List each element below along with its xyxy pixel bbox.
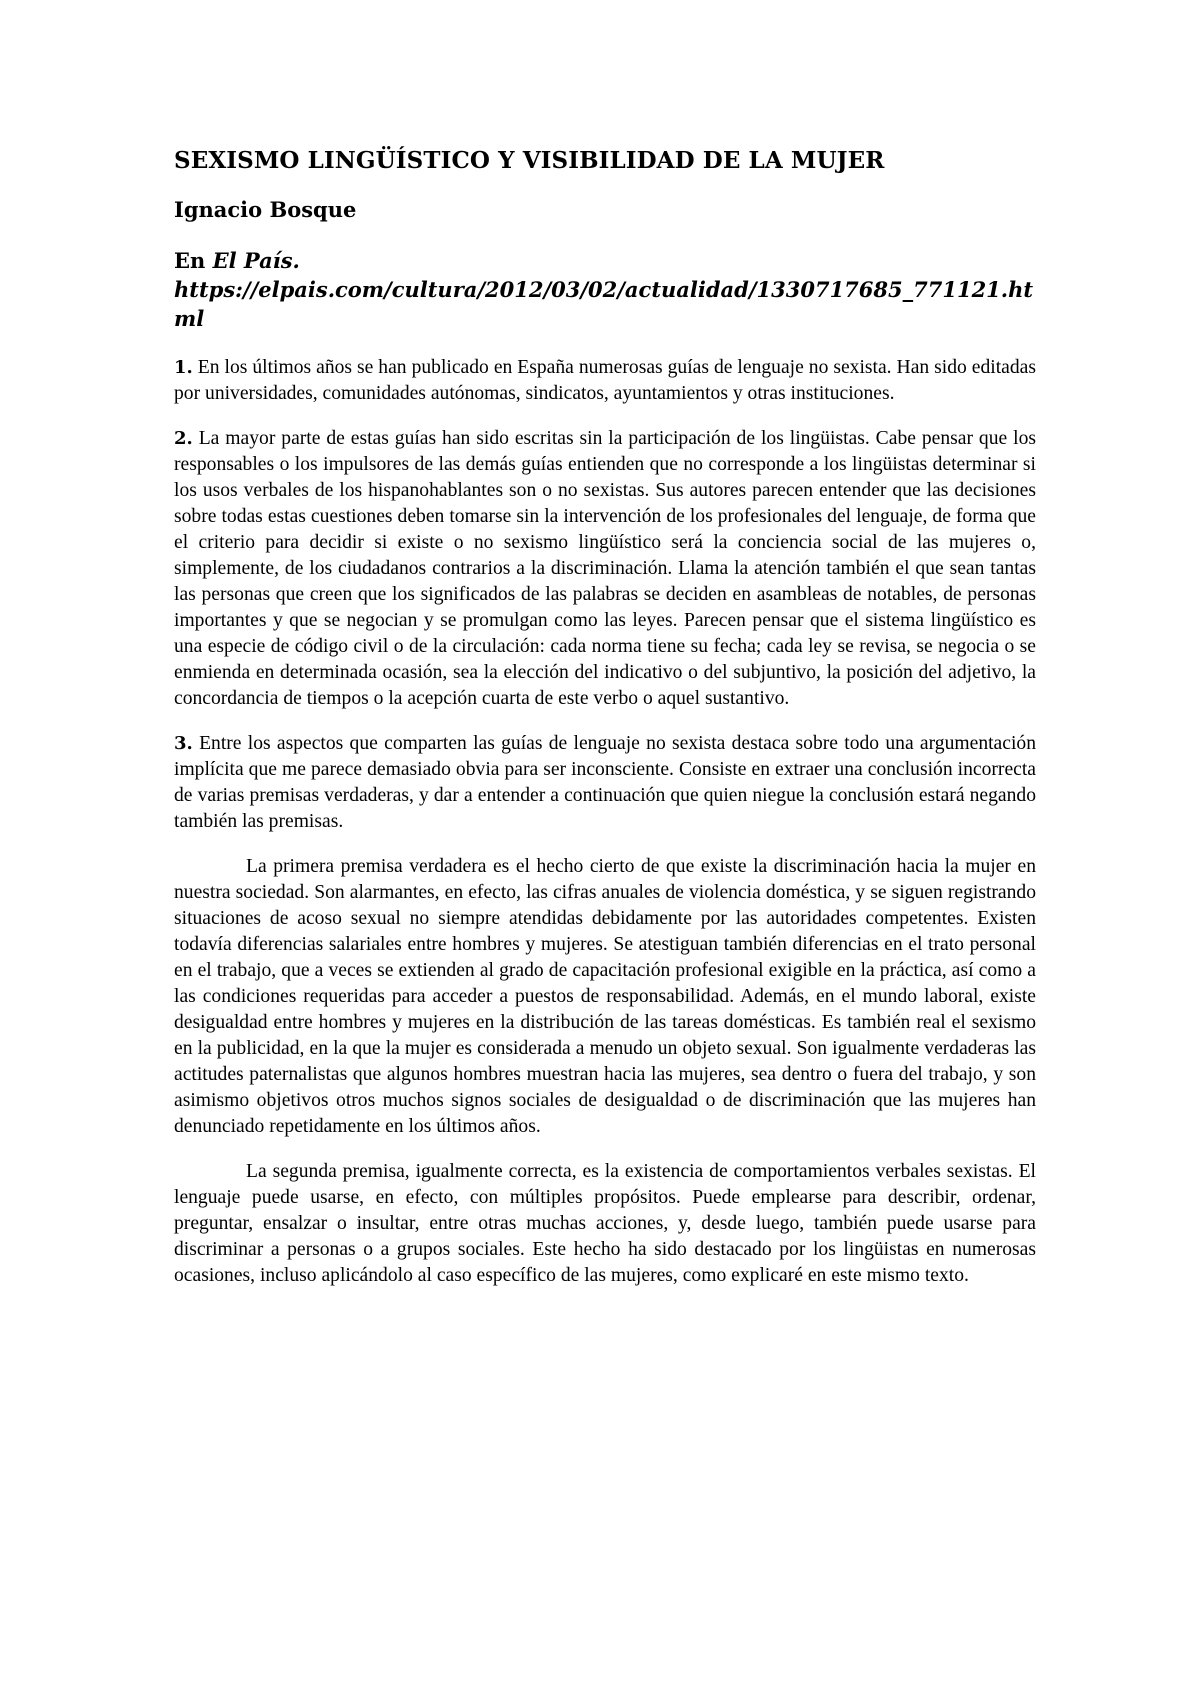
paragraph-first-premise: La primera premisa verdadera es el hecho cierto de que existe la discriminación hacia la mujer en nuestra sociedad. Son alarmantes, en efecto, las cifras anuales de violencia doméstica, y se siguen registrando situaciones de acoso sexual no siempre atendidas debidamente por las autoridades competentes. Existen todavía diferencias salariales entre hombres y mujeres. Se atestiguan también diferencias en el trato personal en el trabajo, que a veces se extienden al grado de capacitación profesional exigible en la práctica, así como a las condiciones requeridas para acceder a puestos de responsabilidad. Además, en el mundo laboral, existe desigualdad entre hombres y mujeres en la distribución de las tareas domésticas. Es también real el sexismo en la publicidad, en la que la mujer es considerada a menudo un objeto sexual. Son igualmente verdaderas las actitudes paternalistas que algunos hombres muestran hacia las mujeres, sea dentro o fuera del trabajo, y son asimismo objetivos otros muchos signos sociales de desigualdad o de discriminación que las mujeres han denunciado repetidamente en los últimos años. [174,856,1036,1137]
source-url: https://elpais.com/cultura/2012/03/02/actualidad/1330717685_771121.html [174,277,1034,331]
source-prefix: En [174,248,213,273]
paragraph-3 [174,731,1036,835]
paragraph-2 [174,426,1036,712]
document-page [174,146,1036,1308]
paragraph-number: 2. [174,428,193,449]
document-author: Ignacio Bosque [174,197,357,222]
source-reference [174,246,1036,333]
paragraph-text: Entre los aspectos que comparten las guías de lenguaje no sexista destaca sobre todo una argumentación implícita que me parece demasiado obvia para ser inconsciente. Consiste en extraer una conclusión incorrecta de varias premisas verdaderas, y dar a entender a continuación que quien niegue la conclusión estará negando también las premisas. [174,733,1036,832]
paragraph-second-premise: La segunda premisa, igualmente correcta, es la existencia de comportamientos verbales sexistas. El lenguaje puede usarse, en efecto, con múltiples propósitos. Puede emplearse para describir, ordenar, preguntar, ensalzar o insultar, entre otras muchas acciones, y, desde luego, también puede usarse para discriminar a personas o a grupos sociales. Este hecho ha sido destacado por los lingüistas en numerosas ocasiones, incluso aplicándolo al caso específico de las mujeres, como explicaré en este mismo texto. [174,1161,1036,1286]
paragraph-number: 3. [174,733,193,754]
source-publication: El País. [212,248,300,273]
document-title: SEXISMO LINGÜÍSTICO Y VISIBILIDAD DE LA MUJER [174,147,885,174]
paragraph-number: 1. [174,357,193,378]
paragraph-text: En los últimos años se han publicado en España numerosas guías de lenguaje no sexista. Han sido editadas por universidades, comunidades autónomas, sindicatos, ayuntamientos y otras instituciones. [174,357,1036,404]
paragraph-1 [174,355,1036,407]
paragraph-text: La mayor parte de estas guías han sido escritas sin la participación de los lingüistas. Cabe pensar que los responsables o los impulsores de las demás guías entienden que no corresponde a los lingüistas determinar si los usos verbales de los hispanohablantes son o no sexistas. Sus autores parecen entender que las decisiones sobre todas estas cuestiones deben tomarse sin la intervención de los profesionales del lenguaje, de forma que el criterio para decidir si existe o no sexismo lingüístico será la conciencia social de las mujeres o, simplemente, de los ciudadanos contrarios a la discriminación. Llama la atención también el que sean tantas las personas que creen que los significados de las palabras se deciden en asambleas de notables, de personas importantes y que se negocian y se promulgan como las leyes. Parecen pensar que el sistema lingüístico es una especie de código civil o de la circulación: cada norma tiene su fecha; cada ley se revisa, se negocia o se enmienda en determinada ocasión, sea la elección del indicativo o del subjuntivo, la posición del adjetivo, la concordancia de tiempos o la acepción cuarta de este verbo o aquel sustantivo. [174,428,1036,709]
